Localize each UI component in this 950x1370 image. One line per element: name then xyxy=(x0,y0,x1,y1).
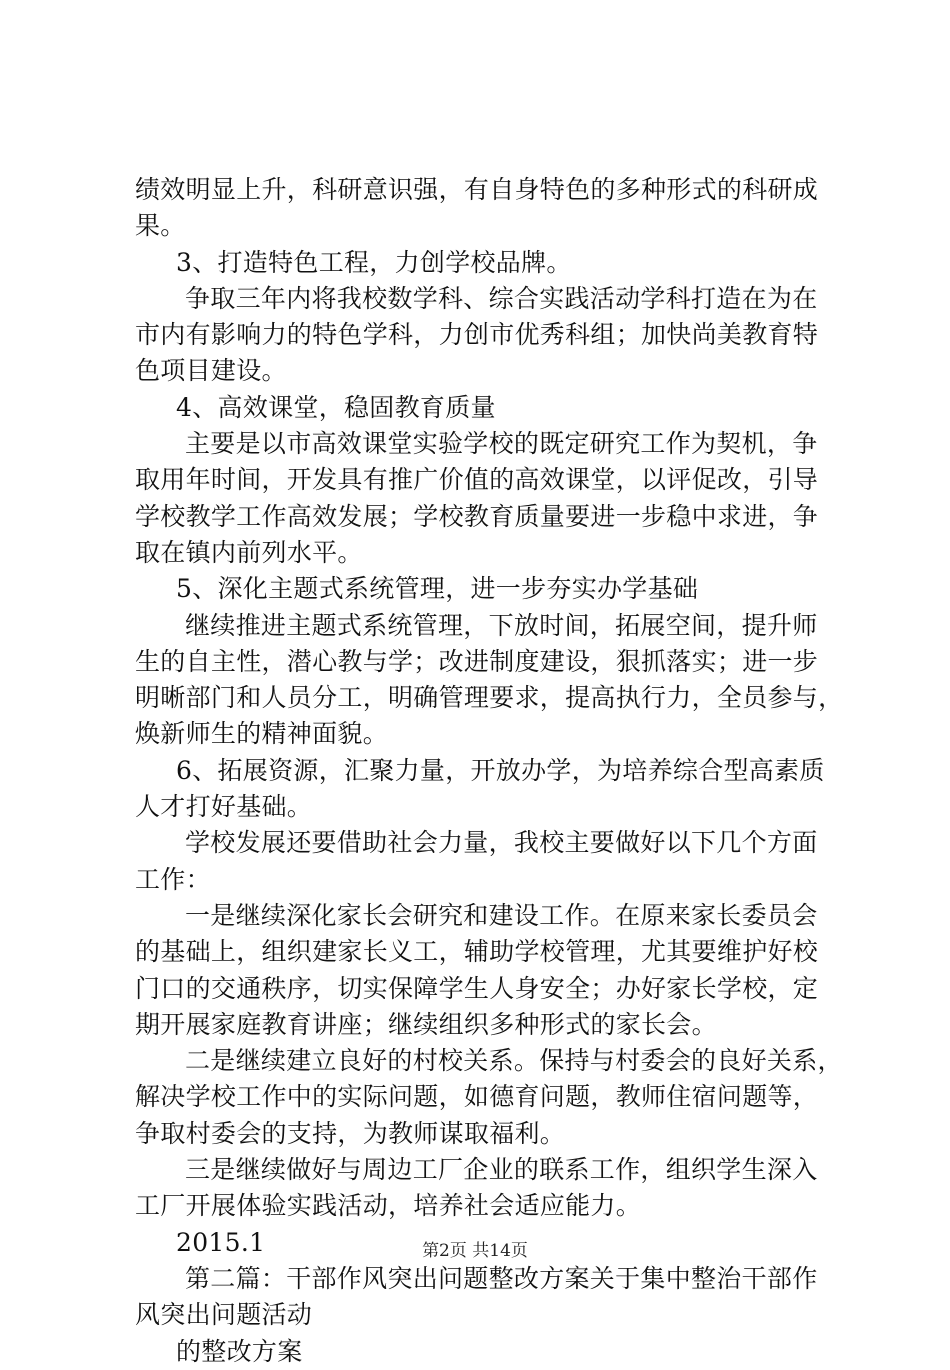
date-line: 2015.1 xyxy=(176,1227,266,1257)
text-line: 人才打好基础。 xyxy=(135,792,313,822)
section-heading: 4、高效课堂，稳固教育质量 xyxy=(176,392,496,422)
text-line: 的基础上，组织建家长义工，辅助学校管理，尤其要维护好校 xyxy=(135,937,819,967)
text-line: 学校发展还要借助社会力量，我校主要做好以下几个方面 xyxy=(185,828,818,858)
text-line: 市内有影响力的特色学科，力创市优秀科组；加快尚美教育特 xyxy=(135,320,819,350)
text-line: 学校教学工作高效发展；学校教育质量要进一步稳中求进，争 xyxy=(135,501,819,531)
text-line: 门口的交通秩序，切实保障学生人身安全；办好家长学校，定 xyxy=(135,973,819,1003)
text-line: 期开展家庭教育讲座；继续组织多种形式的家长会。 xyxy=(135,1009,717,1039)
section-heading: 5、深化主题式系统管理，进一步夯实办学基础 xyxy=(176,574,699,604)
text-line: 争取三年内将我校数学科、综合实践活动学科打造在为在 xyxy=(185,283,818,313)
text-line: 一是继续深化家长会研究和建设工作。在原来家长委员会 xyxy=(185,900,818,930)
text-line: 工厂开展体验实践活动，培养社会适应能力。 xyxy=(135,1191,642,1221)
text-line: 主要是以市高效课堂实验学校的既定研究工作为契机，争 xyxy=(185,429,818,459)
section-title: 的整改方案 xyxy=(176,1336,303,1366)
text-line: 三是继续做好与周边工厂企业的联系工作，组织学生深入 xyxy=(185,1155,818,1185)
text-line: 工作： xyxy=(135,864,211,894)
text-line: 生的自主性，潜心教与学；改进制度建设，狠抓落实；进一步 xyxy=(135,646,819,676)
page-footer: 第2页 共14页 xyxy=(422,1241,528,1261)
section-heading: 6、拓展资源，汇聚力量，开放办学，为培养综合型高素质 xyxy=(176,755,825,785)
text-line: 焕新师生的精神面貌。 xyxy=(135,719,389,749)
text-line: 二是继续建立良好的村校关系。保持与村委会的良好关系， xyxy=(185,1046,843,1076)
text-line: 绩效明显上升，科研意识强，有自身特色的多种形式的科研成 xyxy=(135,175,819,204)
text-line: 解决学校工作中的实际问题，如德育问题，教师住宿问题等， xyxy=(135,1082,819,1112)
text-line: 争取村委会的支持，为教师谋取福利。 xyxy=(135,1118,566,1148)
text-line: 色项目建设。 xyxy=(135,356,287,386)
document-body xyxy=(135,172,844,1370)
text-line: 果。 xyxy=(135,211,186,241)
section-title: 风突出问题活动 xyxy=(135,1300,313,1330)
text-line: 取在镇内前列水平。 xyxy=(135,537,363,567)
section-heading: 3、打造特色工程，力创学校品牌。 xyxy=(176,247,572,277)
text-line: 继续推进主题式系统管理，下放时间，拓展空间，提升师 xyxy=(185,610,818,640)
text-line: 明晰部门和人员分工，明确管理要求，提高执行力，全员参与， xyxy=(135,683,844,713)
text-line: 取用年时间，开发具有推广价值的高效课堂，以评促改，引导 xyxy=(135,465,819,495)
section-title: 第二篇：干部作风突出问题整改方案关于集中整治干部作 xyxy=(185,1263,818,1293)
